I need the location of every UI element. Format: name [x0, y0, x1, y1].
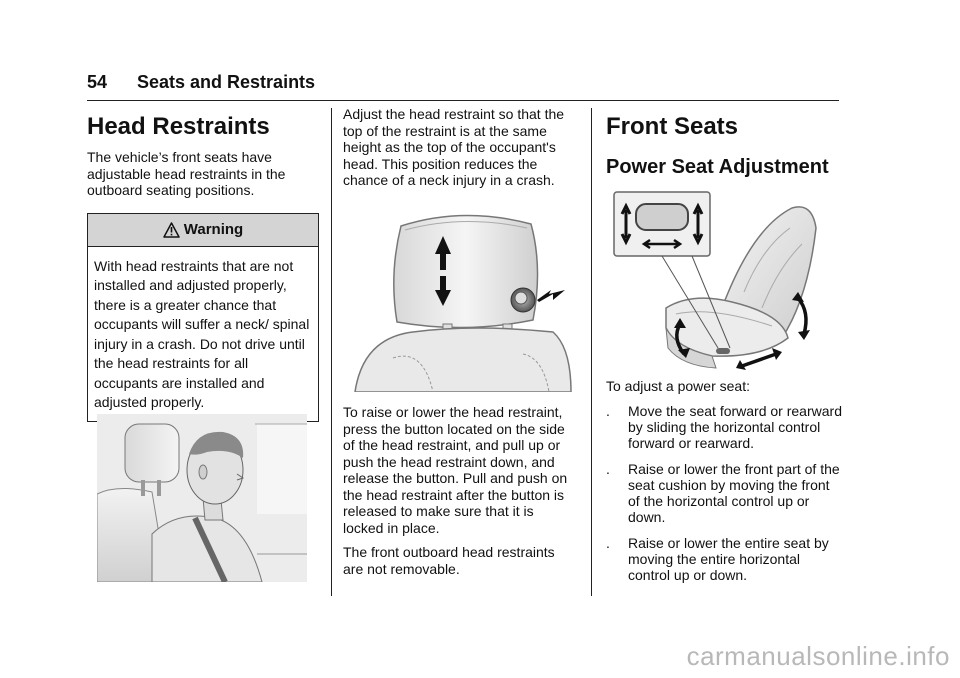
page-header — [87, 72, 839, 101]
column-divider-1 — [331, 108, 332, 596]
front-seats-heading: Front Seats — [606, 113, 739, 140]
warning-header — [88, 214, 318, 247]
warning-triangle-icon — [163, 222, 180, 238]
bullet-marker: . — [606, 402, 610, 419]
section-title: Seats and Restraints — [137, 72, 316, 92]
column-divider-2 — [591, 108, 592, 596]
pointer-arrow-icon — [537, 290, 565, 302]
power-seat-steps — [606, 403, 842, 583]
list-item: . Raise or lower the front part of the seat cushion by moving the front of the horizontal control up or down. — [606, 460, 840, 525]
power-seat-lead: To adjust a power seat: — [606, 378, 750, 394]
bullet-marker: . — [606, 534, 610, 551]
bullet-marker: . — [606, 460, 610, 477]
raise-lower-paragraph: To raise or lower the head restraint, press the button located on the side of the head restraint, and pull up or push the head restraint down, and release the button. Pull and push on the head restraint after the button is released to make sure that it is locked in place. — [343, 404, 568, 536]
right-column — [606, 106, 842, 188]
power-seat-illustration — [612, 188, 836, 374]
list-item: . Raise or lower the entire seat by moving the entire horizontal control up or down. — [606, 534, 829, 583]
warning-body: With head restraints that are not installed and adjusted properly, there is a greater chance that occupants will suffer a neck/ spinal injury in a crash. Do not drive until the head restraints for all occupants are installed and adjusted properly. — [94, 257, 310, 410]
head-restraints-intro: The vehicle’s front seats have adjustable head restraints in the outboard seating positions. — [87, 149, 286, 198]
head-restraints-heading: Head Restraints — [87, 113, 270, 140]
warning-box — [87, 213, 319, 422]
left-column — [87, 106, 319, 422]
power-seat-heading: Power Seat Adjustment — [606, 156, 829, 178]
page-number: 54 — [87, 72, 108, 92]
right-column-lower — [606, 378, 842, 593]
middle-column — [343, 106, 575, 197]
not-removable-paragraph: The front outboard head restraints are not removable. — [343, 544, 555, 577]
list-item: . Move the seat forward or rearward by sliding the horizontal control forward or rearward. — [606, 402, 842, 451]
adjust-paragraph: Adjust the head restraint so that the top of the restraint is at the same height as the top of the occupant's head. This position reduces the chance of a neck injury in a crash. — [343, 106, 565, 188]
warning-title: Warning — [183, 221, 244, 238]
head-restraint-illustration — [353, 208, 573, 392]
watermark: carmanualsonline.info — [686, 641, 950, 671]
driver-head-restraint-illustration — [97, 414, 307, 582]
middle-column-lower — [343, 404, 575, 585]
